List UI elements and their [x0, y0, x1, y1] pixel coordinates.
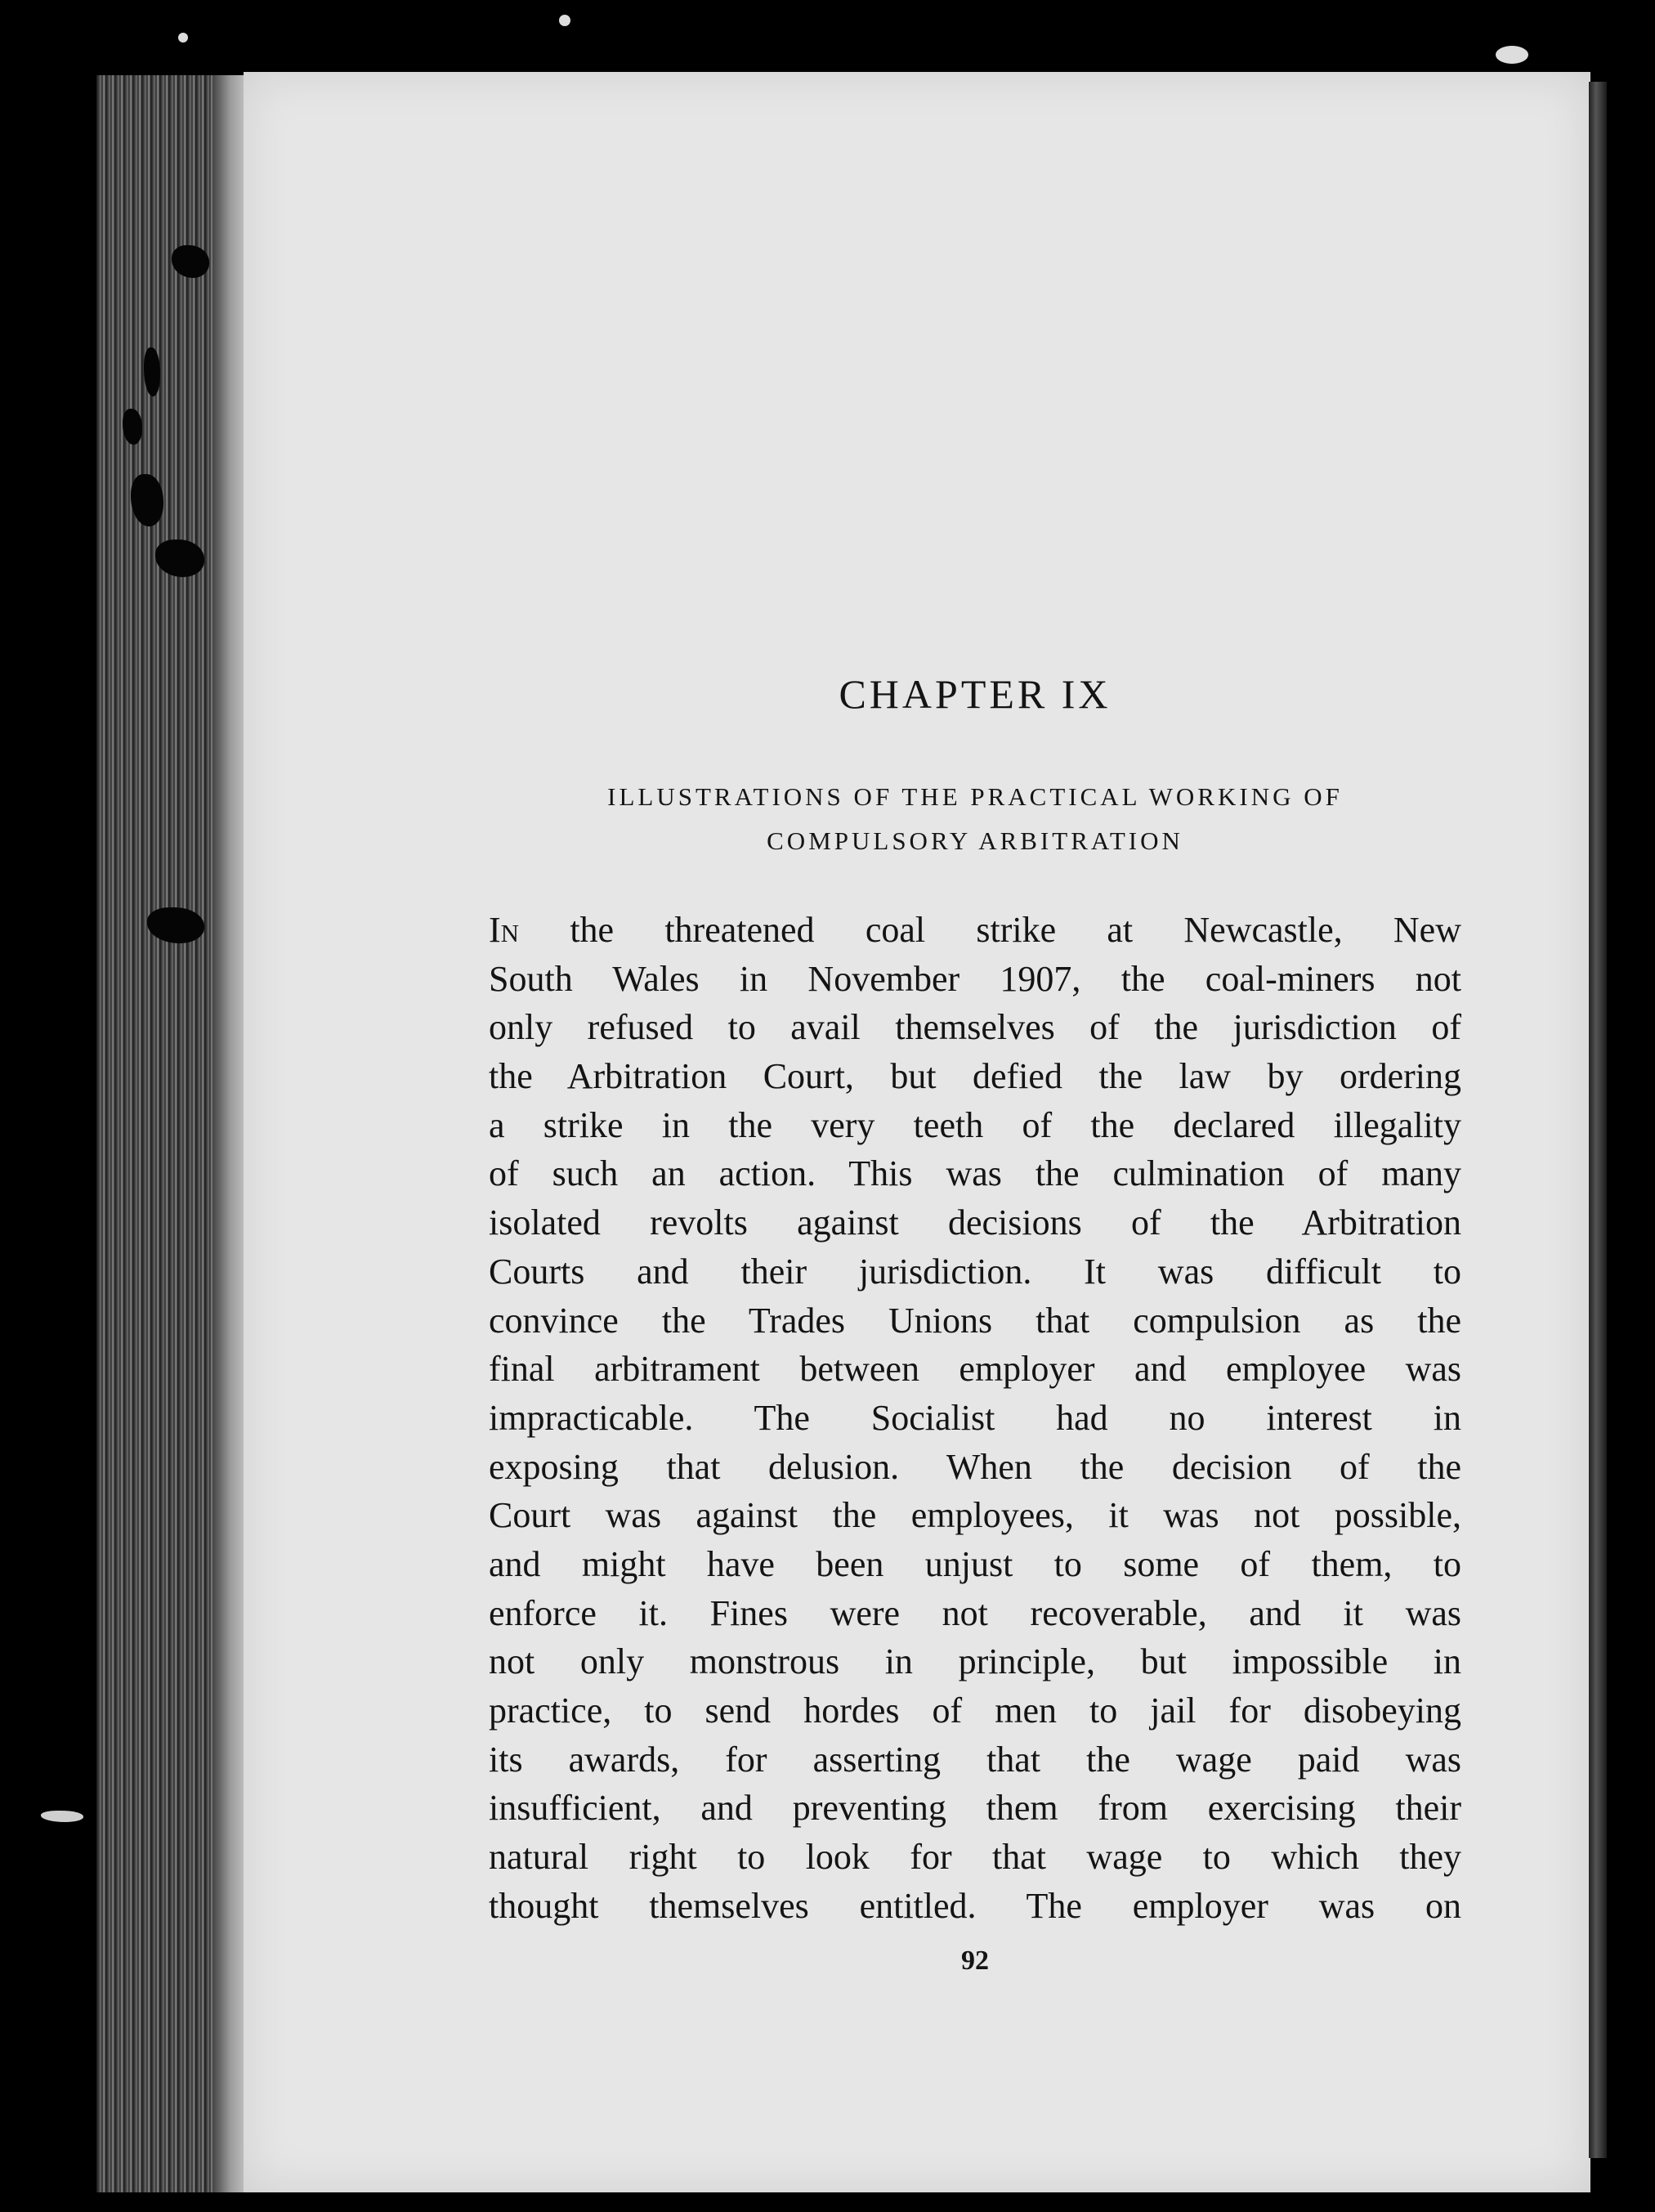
right-page-edge — [1589, 82, 1607, 2158]
text-line: not only monstrous in principle, but impossible in — [489, 1641, 1461, 1682]
text-line: only refused to avail themselves of the jurisdiction of — [489, 1007, 1461, 1048]
ink-stain — [144, 347, 160, 396]
text-line: practice, to send hordes of men to jail for disobeying — [489, 1690, 1461, 1731]
text-line: of such an action. This was the culmination of many — [489, 1153, 1461, 1194]
text-line: thought themselves entitled. The employer was on — [489, 1885, 1461, 1926]
chapter-title — [489, 775, 1461, 863]
ink-stain — [123, 409, 142, 445]
text-line: isolated revolts against decisions of the Arbitration — [489, 1202, 1461, 1243]
text-line: final arbitrament between employer and employee was — [489, 1349, 1461, 1390]
text-line: convince the Trades Unions that compulsion as the — [489, 1300, 1461, 1341]
scan-speck — [1496, 46, 1528, 64]
text-line: a strike in the very teeth of the declared illegality — [489, 1104, 1461, 1145]
ink-stain — [41, 1811, 83, 1822]
text-line: enforce it. Fines were not recoverable, and it was — [489, 1592, 1461, 1633]
chapter-title-line: COMPULSORY ARBITRATION — [767, 826, 1183, 855]
text-line: natural right to look for that wage to which they — [489, 1837, 1461, 1878]
body-paragraph — [489, 906, 1461, 1930]
text-line: Courts and their jurisdiction. It was difficult to — [489, 1251, 1461, 1292]
text-line-rest: the threatened coal strike at Newcastle, New — [570, 910, 1461, 950]
text-line: its awards, for asserting that the wage paid was — [489, 1739, 1461, 1780]
page-number: 92 — [961, 1946, 989, 1976]
dropcap-word: In — [489, 910, 520, 950]
chapter-title-line: ILLUSTRATIONS OF THE PRACTICAL WORKING OF — [607, 782, 1343, 811]
text-line: and might have been unjust to some of them, to — [489, 1543, 1461, 1584]
text-line: the Arbitration Court, but defied the law by ordering — [489, 1056, 1461, 1097]
chapter-heading: CHAPTER IX — [839, 671, 1112, 717]
text-line: impracticable. The Socialist had no interest in — [489, 1397, 1461, 1438]
text-line: insufficient, and preventing them from exercising their — [489, 1788, 1461, 1829]
scan-speck — [178, 33, 188, 43]
text-line: Court was against the employees, it was not possible, — [489, 1495, 1461, 1536]
text-line: exposing that delusion. When the decision of the — [489, 1446, 1461, 1487]
scan-speck — [559, 15, 570, 26]
text-line: South Wales in November 1907, the coal-miners not — [489, 958, 1461, 999]
page-content — [489, 670, 1461, 1976]
text-line — [489, 906, 1461, 955]
